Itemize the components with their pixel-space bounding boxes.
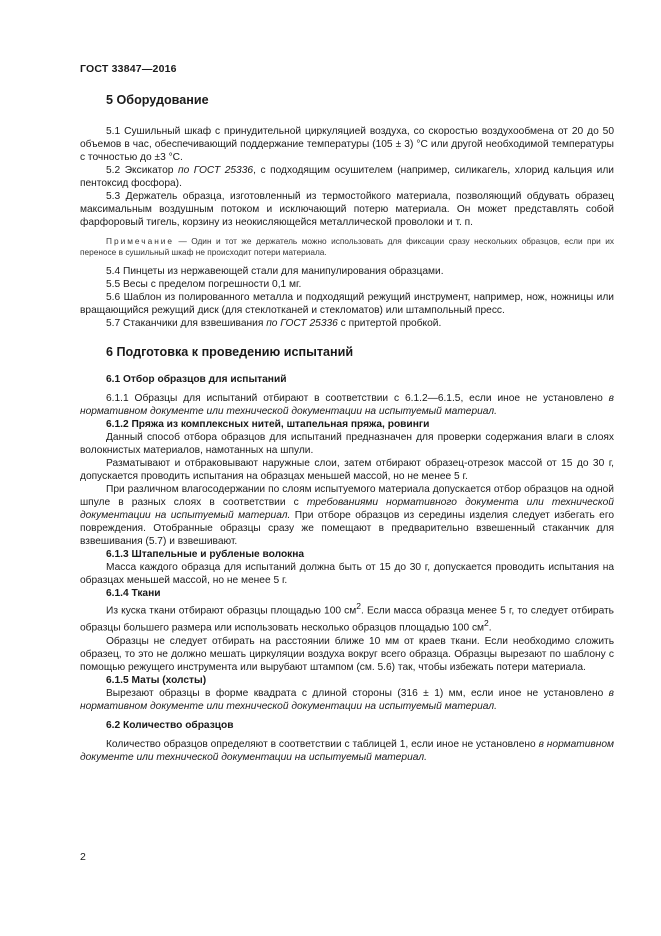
para-6-1-3: Масса каждого образца для испытаний должна быть от 15 до 30 г, допускается проводить испытания на образцах меньшей массой, но не менее 5 г.	[80, 562, 614, 586]
para-6-1-4-1: Из куска ткани отбирают образцы площадью 100 $см^2$. Если масса образца менее 5 г, то следует отбирать образцы большего размера или использовать несколько образцов площадью 100 $см^2$.	[80, 601, 614, 634]
note-label: Примечание	[106, 236, 175, 246]
para-6-2: Количество образцов определяют в соответствии с таблицей 1, если иное не установлено в нормативном документе или технической документации на испытуемый материал.	[80, 738, 614, 763]
subsection-6-1-5-title: 6.1.5 Маты (холсты)	[106, 674, 207, 686]
subsection-6-1-2-title: 6.1.2 Пряжа из комплексных нитей, штапельная пряжа, ровинги	[106, 419, 430, 430]
para-6-1-4-2: Образцы не следует отбирать на расстоянии ближе 10 мм от краев ткани. Если необходимо сложить образец, то это не должно мешать циркуляции воздуха вокруг всего образца. Образцы вырезают по шаблону с помощью режущего инструмента или вырубают штампом (см. 5.6) так, чтобы избежать потери материала.	[80, 635, 614, 673]
para-6-1-1: 6.1.1 Образцы для испытаний отбирают в соответствии с 6.1.2—6.1.5, если иное не установлено в нормативном документе или технической документации на испытуемый материал.	[80, 393, 614, 417]
standard-ref: по ГОСТ 25336	[177, 165, 254, 176]
note-text: — Один и тот же держатель можно использовать для фиксации сразу нескольких образцов, если при их переносе в сушильный шкаф не происходит потери материала.	[80, 236, 614, 257]
para-5-2: 5.2 Эксикатор по ГОСТ 25336, с подходящим осушителем (например, силикагель, хлорид кальция или пентоксид фосфора).	[80, 165, 614, 189]
section-6-title: 6 Подготовка к проведению испытаний	[106, 345, 354, 359]
para-6-1-2-1: Данный способ отбора образцов для испытаний предназначен для проверки содержания влаги в слоях волокнистых материалов, намотанных на шпули.	[80, 432, 614, 456]
para-5-1: 5.1 Сушильный шкаф с принудительной циркуляцией воздуха, со скоростью воздухообмена от 20 до 50 объемов в час, обеспечивающий поддержание температуры (105 ± 3) °С или другой необходимой температуры с точностью до ±3 °С.	[80, 126, 614, 163]
subsection-6-1-3-title: 6.1.3 Штапельные и рубленые волокна	[106, 549, 305, 560]
subsection-6-1-title: 6.1 Отбор образцов для испытаний	[106, 374, 287, 385]
section-5-title: 5 Оборудование	[106, 93, 209, 107]
para-6-1-2-3: При различном влагосодержании по слоям испытуемого материала допускается отбор образцов на одной шпуле в разных слоях в соответствии с требованиями нормативного документа или технической документации на испытуемый материал. При отборе образцов из середины изделия следует избегать его повреждения. Отобранные образцы сразу же помещают в предварительно взвешенный стаканчик для взвешивания (5.7) и взвешивают.	[80, 484, 614, 547]
para-6-1-2-2: Разматывают и отбраковывают наружные слои, затем отбирают образец-отрезок массой от 15 до 30 г, допускается проводить испытания на образцах меньшей массой, но не менее 5 г.	[80, 458, 614, 482]
subsection-6-2-title: 6.2 Количество образцов	[106, 719, 234, 731]
page-number: 2	[80, 851, 86, 863]
para-5-5: 5.5 Весы с пределом погрешности 0,1 мг.	[106, 279, 302, 290]
para-5-4: 5.4 Пинцеты из нержавеющей стали для манипулирования образцами.	[106, 266, 444, 277]
document-code-header: ГОСТ 33847—2016	[80, 63, 177, 75]
subsection-6-1-4-title: 6.1.4 Ткани	[106, 588, 161, 599]
note	[80, 236, 614, 258]
page-content	[80, 92, 614, 764]
standard-ref: по ГОСТ 25336	[266, 318, 338, 329]
para-5-3: 5.3 Держатель образца, изготовленный из термостойкого материала, позволяющий обдувать образец максимальным воздушным потоком и исключающий потерю материала. Он может представлять собой фарфоровый тигель, корзину из неокисляющейся металлической проволоки и т. п.	[80, 191, 614, 228]
para-5-7: 5.7 Стаканчики для взвешивания по ГОСТ 25336 с притертой пробкой.	[106, 318, 442, 329]
para-5-6: 5.6 Шаблон из полированного металла и подходящий режущий инструмент, например, нож, ножницы или вращающийся режущий диск (для стеклотканей и стекломатов) или штампольный пресс.	[80, 292, 614, 316]
para-6-1-5: Вырезают образцы в форме квадрата с длиной стороны (316 ± 1) мм, если иное не установлено в нормативном документе или технической документации на испытуемый материал.	[80, 687, 614, 712]
